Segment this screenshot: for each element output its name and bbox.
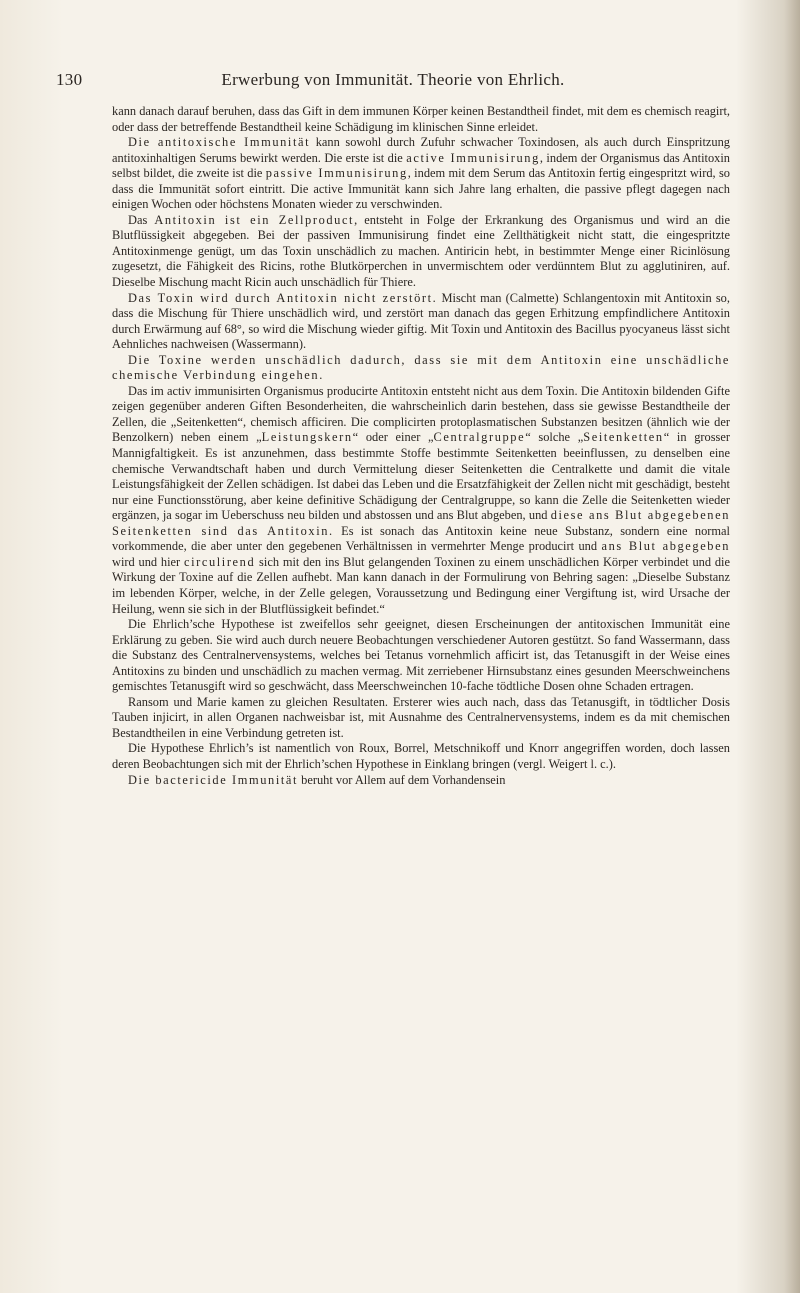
paragraph [112, 135, 730, 213]
paragraph [112, 104, 730, 135]
text-run: Ransom und Marie kamen zu gleichen Resultaten. Ersterer wies auch nach, dass das Tetanusgift, in tödtlicher Dosis Tauben injicirt, in allen Organen nachweisbar ist, mit Ausnahme des Centralnervensystems, indem es da mit chemischen Bestandtheilen in eine Verbindung getreten ist. [112, 694, 730, 740]
page-header [56, 70, 730, 94]
text-run: Das [128, 212, 155, 227]
emphasis: diese ans Blut abgegebenen Seitenketten sind das Antitoxin. [112, 508, 730, 538]
text-run: “ solche „ [525, 430, 584, 445]
body-text [112, 104, 730, 788]
emphasis: active Immunisirung [406, 150, 540, 165]
emphasis: Die Toxine werden unschädlich dadurch, dass sie mit dem Antitoxin eine unschädliche chemische Verbindung eingehen. [112, 352, 730, 383]
text-run: kann danach darauf beruhen, dass das Gift in dem immunen Körper keinen Bestandtheil findet, mit dem es chemisch reagirt, oder dass der betreffende Bestandtheil keine Schädigung im klinischen Sinne erleidet. [112, 104, 730, 134]
paragraph [112, 213, 730, 291]
paragraph [112, 695, 730, 742]
text-run: Es ist sonach das Antitoxin keine neue Substanz, sondern eine normal vorkommende, die aber unter den gegebenen Verhältnissen in vermehrter Menge producirt und [112, 523, 730, 554]
text-run: Die Ehrlich’sche Hypothese ist zweifellos sehr geeignet, diesen Erscheinungen der antitoxischen Immunität eine Erklärung zu geben. Sie wird auch durch neuere Beobachtungen verschiedener Autoren gestützt. So fand Wassermann, dass die Substanz des Centralnervensystems, welches bei Tetanus vornehmlich afficirt ist, das Tetanusgift in der Weise eines Antitoxins zu binden und unschädlich zu machen vermag. Mit zerriebener Hirnsubstanz eines gesunden Meerschweinchens gemischtes Tetanusgift wird so geschwächt, dass Meerschweinchen 10-fache tödtliche Dosen ohne Schaden ertragen. [112, 617, 730, 694]
emphasis: Das Toxin wird durch Antitoxin nicht zerstört. [128, 290, 438, 305]
paragraph [112, 291, 730, 353]
page-number: 130 [56, 70, 83, 89]
text-run: wird und hier [112, 554, 184, 569]
paragraph [112, 741, 730, 772]
text-run: , indem mit dem Serum das Antitoxin fertig eingespritzt wird, so dass die Immunität sofort eintritt. Die active Immunität kann sich Jahre lang erhalten, die passive pflegt dagegen nach einigen Wochen oder höchstens Monaten wieder zu verschwinden. [112, 166, 730, 212]
paragraph [112, 773, 730, 789]
emphasis: Centralgruppe [433, 430, 526, 445]
emphasis: passive Immunisirung [265, 166, 408, 181]
running-head: Erwerbung von Immunität. Theorie von Ehrlich. [221, 70, 565, 89]
emphasis: Seitenketten [583, 430, 664, 445]
text-run: sich mit den ins Blut gelangenden Toxinen zu einem unschädlichen Körper verbindet und die Wirkung der Toxine auf die Zellen aufhebt. Man kann danach in der Formulirung von Behring sagen: „Dieselbe Substanz im lebenden Körper, welche, in der Zelle gelegen, Voraussetzung und Bedingung einer Vergiftung ist, wird Ursache der Heilung, wenn sie sich in der Blutflüssigkeit befindet.“ [112, 554, 730, 616]
text-run: , entsteht in Folge der Erkrankung des Organismus und wird an die Blutflüssigkeit abgegeben. Bei der passiven Immunisirung findet eine Zellthätigkeit nicht statt, die eingespritzte Antitoxinmenge genügt, um das Toxin unschädlich zu machen. Antiricin hebt, in bestimmter Menge einer Ricinlösung zugesetzt, die Fähigkeit des Ricins, rothe Blutkörperchen in unvermischtem oder verdünntem Blut zu agglutiniren, auf. Dieselbe Mischung macht Ricin auch unschädlich für Thiere. [112, 212, 730, 290]
emphasis: Leistungskern [261, 430, 353, 445]
text-run: “ oder einer „ [352, 430, 434, 445]
text-run: beruht vor Allem auf dem Vorhandensein [298, 772, 506, 787]
paragraph [112, 617, 730, 695]
text-run: kann sowohl durch Zufuhr schwacher Toxindosen, als auch durch Einspritzung antitoxinhaltigen Serums bewirkt werden. Die erste ist die [112, 135, 730, 165]
paragraph [112, 353, 730, 384]
emphasis: Die bactericide Immunität [128, 772, 299, 787]
text-run: “ in grosser Mannigfaltigkeit. Es ist anzunehmen, dass bestimmte Stoffe bestimmte Seitenketten beeinflussen, zu denselben eine chemische Verwandtschaft haben und durch Vermittelung dieser Seitenketten die Centralkette und damit die vitale Leistungsfähigkeit der Zellen schädigen. Ist dabei das Leben und die Ersatzfähigkeit der Zellen nicht mit geschädigt, besteht nur eine Functionsstörung, aber keine definitive Schädigung der Centralgruppe, so kann die Zelle die Seitenketten wieder ergänzen, ja sogar im Ueberschuss neu bilden und abstossen und ans Blut abgeben, und [112, 430, 730, 523]
emphasis: ans Blut abgegeben [601, 539, 730, 554]
text-run: Das im activ immunisirten Organismus producirte Antitoxin entsteht nicht aus dem Toxin. Die Antitoxin bildenden Gifte zeigen gegenüber anderen Giften Besonderheiten, die wahrscheinlich darin bestehen, dass sie gewisse Bestandtheile der Zellen, die „Seitenketten“, chemisch afficiren. Die complicirten protoplasmatischen Substanzen besitzen (ähnlich wie der Benzolkern) neben einem „ [112, 383, 730, 445]
emphasis: Antitoxin ist ein Zellproduct [154, 212, 355, 227]
text-run: Die Hypothese Ehrlich’s ist namentlich von Roux, Borrel, Metschnikoff und Knorr angegriffen worden, doch lassen deren Beobachtungen sich mit der Ehrlich’schen Hypothese in Einklang bringen (vergl. Weigert l. c.). [112, 741, 730, 771]
emphasis: circulirend [183, 554, 256, 569]
text-run: , indem der Organismus das Antitoxin selbst bildet, die zweite ist die [112, 150, 731, 181]
emphasis: Die antitoxische Immunität [128, 135, 311, 150]
paragraph [112, 384, 730, 617]
text-run: Mischt man (Calmette) Schlangentoxin mit Antitoxin so, dass die Mischung für Thiere unschädlich wird, und zerstört man danach das gegen Erhitzung empfindlichere Antitoxin durch Erwärmung auf 68°, so wird die Mischung wieder giftig. Mit Toxin und Antitoxin des Bacillus pyocyaneus lässt sicht Aehnliches nachweisen (Wassermann). [112, 290, 730, 352]
